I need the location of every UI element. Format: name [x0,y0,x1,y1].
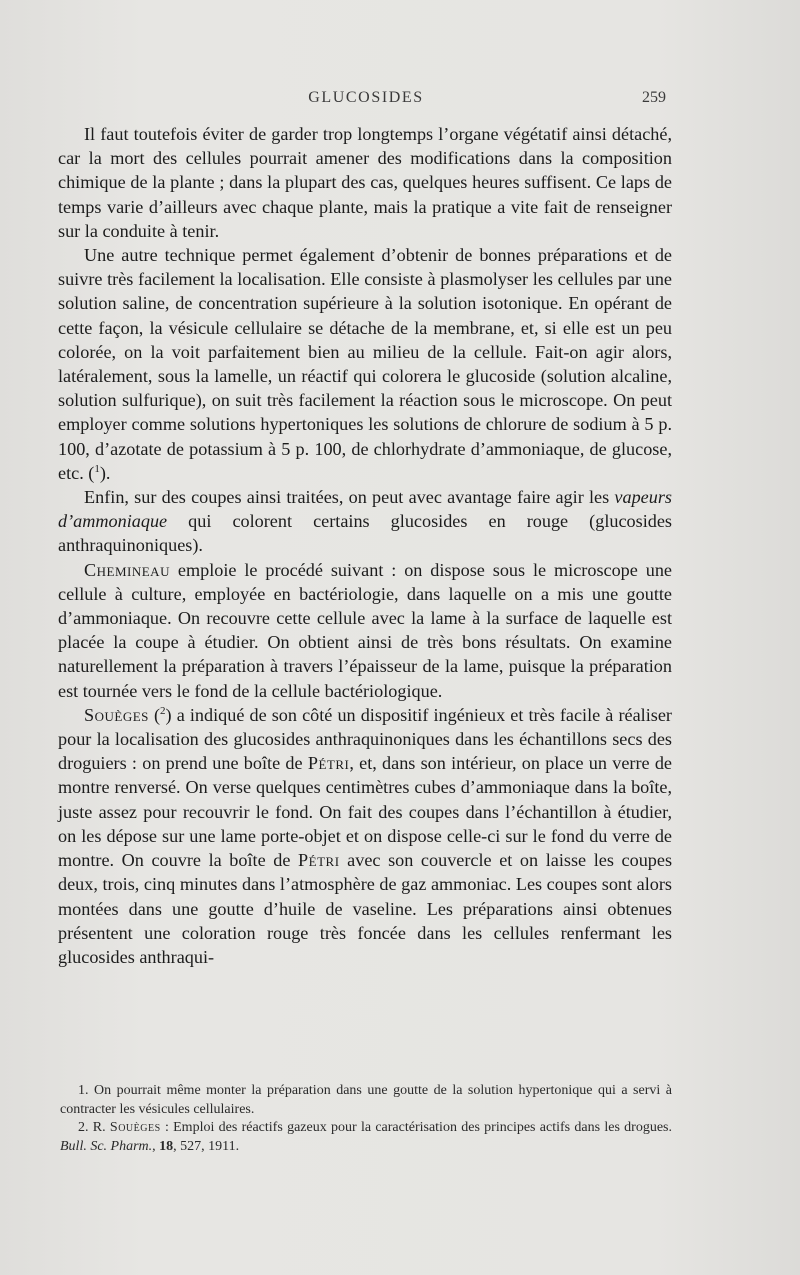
paragraph-4 [58,558,672,703]
name-petri-2: Pétri [298,850,340,871]
paragraph-2-end: . [105,462,111,483]
paragraph-5-text-3: avec son couvercle et on laisse les coupes deux, trois, cinq minutes dans l’atmosphère de gaz ammoniac. Les coupes sont alors montées dans une goutte d’huile de vaseline. Les préparations ainsi obtenues présentent une coloration rouge très foncée dans les cellules renfermant les glucosides anthraqui- [58,850,673,967]
running-head: GLUCOSIDES [308,89,424,106]
name-petri-1: Pétri [307,753,350,774]
paragraph-3-text-before: Enfin, sur des coupes ainsi traitées, on peut avec avantage faire agir les [84,487,610,508]
footnote-2: 2. R. Souèges : Emploi des réactifs gazeux pour la caractérisation des principes actifs dans les drogues. Bull. Sc. Pharm., 18, 527, 1911. [60,1120,673,1154]
footnote-ref-1: 1 [94,462,100,475]
author-name-chemineau: Chemineau [84,559,170,580]
paragraph-1-text: Il faut toutefois éviter de garder trop longtemps l’organe végétatif ainsi détaché, car la mort des cellules pourrait amener des modifications dans la composition chimique de la plante ; dans la plupart des cas, quelques heures suffisent. Ce laps de temps varie d’ailleurs avec chaque plante, mais la pratique a vite fait de renseigner sur la conduite à tenir. [58,124,672,241]
paragraph-5-text-1: a indiqué de son côté un dispositif ingénieux et très facile à réaliser pour la localisation des glucosides anthraquinoniques dans les échantillons secs des droguiers : on prend une boîte de [58,704,672,774]
paragraph-1 [58,122,672,243]
footnote-1-text: 1. On pourrait même monter la préparation dans une goutte de la solution hypertonique qui a servi à contracter les vésicules cellulaires. [60,1083,672,1117]
paragraph-3-italic-term: vapeurs d’ammoniaque [58,487,672,532]
footnote-2-volume: 18 [159,1138,174,1154]
footnotes [60,1082,672,1156]
body-text [58,122,672,969]
page-header [60,89,672,111]
paragraph-3-text-after: qui colorent certains glucosides en rouge (glucosides anthraquinoniques). [58,511,673,556]
footnote-2-pages: , 527, 1911. [173,1138,240,1154]
paragraph-5-text-2: , et, dans son intérieur, on place un verre de montre renversé. On verse quelques centimètres cubes d’ammoniaque dans la boîte, juste assez pour recouvrir le fond. On fait des coupes dans l’échantillon à étudier, on les dépose sur une lame porte-objet et on dispose celle-ci sur le fond du verre de montre. On couvre la boîte de [58,753,672,871]
page-number: 259 [642,89,666,106]
footnote-2-prefix: 2. R. [78,1120,106,1135]
footnote-2-author: Souèges [109,1120,161,1135]
paragraph-4-text: emploie le procédé suivant : on dispose sous le microscope une cellule à culture, employée en bactériologie, dans laquelle on a mis une goutte d’ammoniaque. On recouvre cette cellule avec la lame à la surface de laquelle est placée la coupe à étudier. On obtient ainsi de très bons résultats. On examine naturellement la préparation à travers l’épaisseur de la lame, puisque la préparation est tournée vers le fond de la cellule bactériologique. [58,559,673,701]
footnote-2-journal: Bull. Sc. Pharm. [60,1138,153,1154]
footnote-1 [60,1082,672,1119]
paragraph-5: Souèges ($^2$) a indiqué de son côté un dispositif ingénieux et très facile à réaliser pour la localisation des glucosides anthraquinoniques dans les échantillons secs des droguiers : on prend une boîte de Pétri, et, dans son intérieur, on place un verre de montre renversé. On verse quelques centimètres cubes d’ammoniaque dans la boîte, juste assez pour recouvrir le fond. On fait des coupes dans l’échantillon à étudier, on les dépose sur une lame porte-objet et on dispose celle-ci sur le fond du verre de montre. On couvre la boîte de Pétri avec son couvercle et on laisse les coupes deux, trois, cinq minutes dans l’atmosphère de gaz ammoniac. Les coupes sont alors montées dans une goutte d’huile de vaseline. Les préparations ainsi obtenues présentent une coloration rouge très foncée dans les cellules renfermant les glucosides anthraqui- [58,704,673,967]
footnote-2-text: : Emploi des réactifs gazeux pour la caractérisation des principes actifs dans les drogues. [164,1120,673,1135]
author-name-souegues: Souèges [84,704,149,725]
paragraph-3 [58,485,672,558]
footnote-ref-2: 2 [160,704,166,717]
paragraph-2-text: Une autre technique permet également d’obtenir de bonnes préparations et de suivre très facilement la localisation. Elle consiste à plasmolyser les cellules par une solution saline, de concentration supérieure à la solution isotonique. En opérant de cette façon, la vésicule cellulaire se détache de la membrane, et, si elle est un peu colorée, on la voit parfaitement bien au milieu de la cellule. Fait-on agir alors, latéralement, sous la lamelle, un réactif qui colorera le glucoside (solution alcaline, solution sulfurique), on suit très facilement la réaction sous le microscope. On peut employer comme solutions hypertoniques les solutions de chlorure de sodium à 5 p. 100, d’azotate de potassium à 5 p. 100, de chlorhydrate d’ammoniaque, de glucose, etc. [58,245,672,483]
paragraph-2: Une autre technique permet également d’obtenir de bonnes préparations et de suivre très facilement la localisation. Elle consiste à plasmolyser les cellules par une solution saline, de concentration supérieure à la solution isotonique. En opérant de cette façon, la vésicule cellulaire se détache de la membrane, et, si elle est un peu colorée, on la voit parfaitement bien au milieu de la cellule. Fait-on agir alors, latéralement, sous la lamelle, un réactif qui colorera le glucoside (solution alcaline, solution sulfurique), on suit très facilement la réaction sous le microscope. On peut employer comme solutions hypertoniques les solutions de chlorure de sodium à 5 p. 100, d’azotate de potassium à 5 p. 100, de chlorhydrate d’ammoniaque, de glucose, etc. ($^1$). [58,245,672,483]
